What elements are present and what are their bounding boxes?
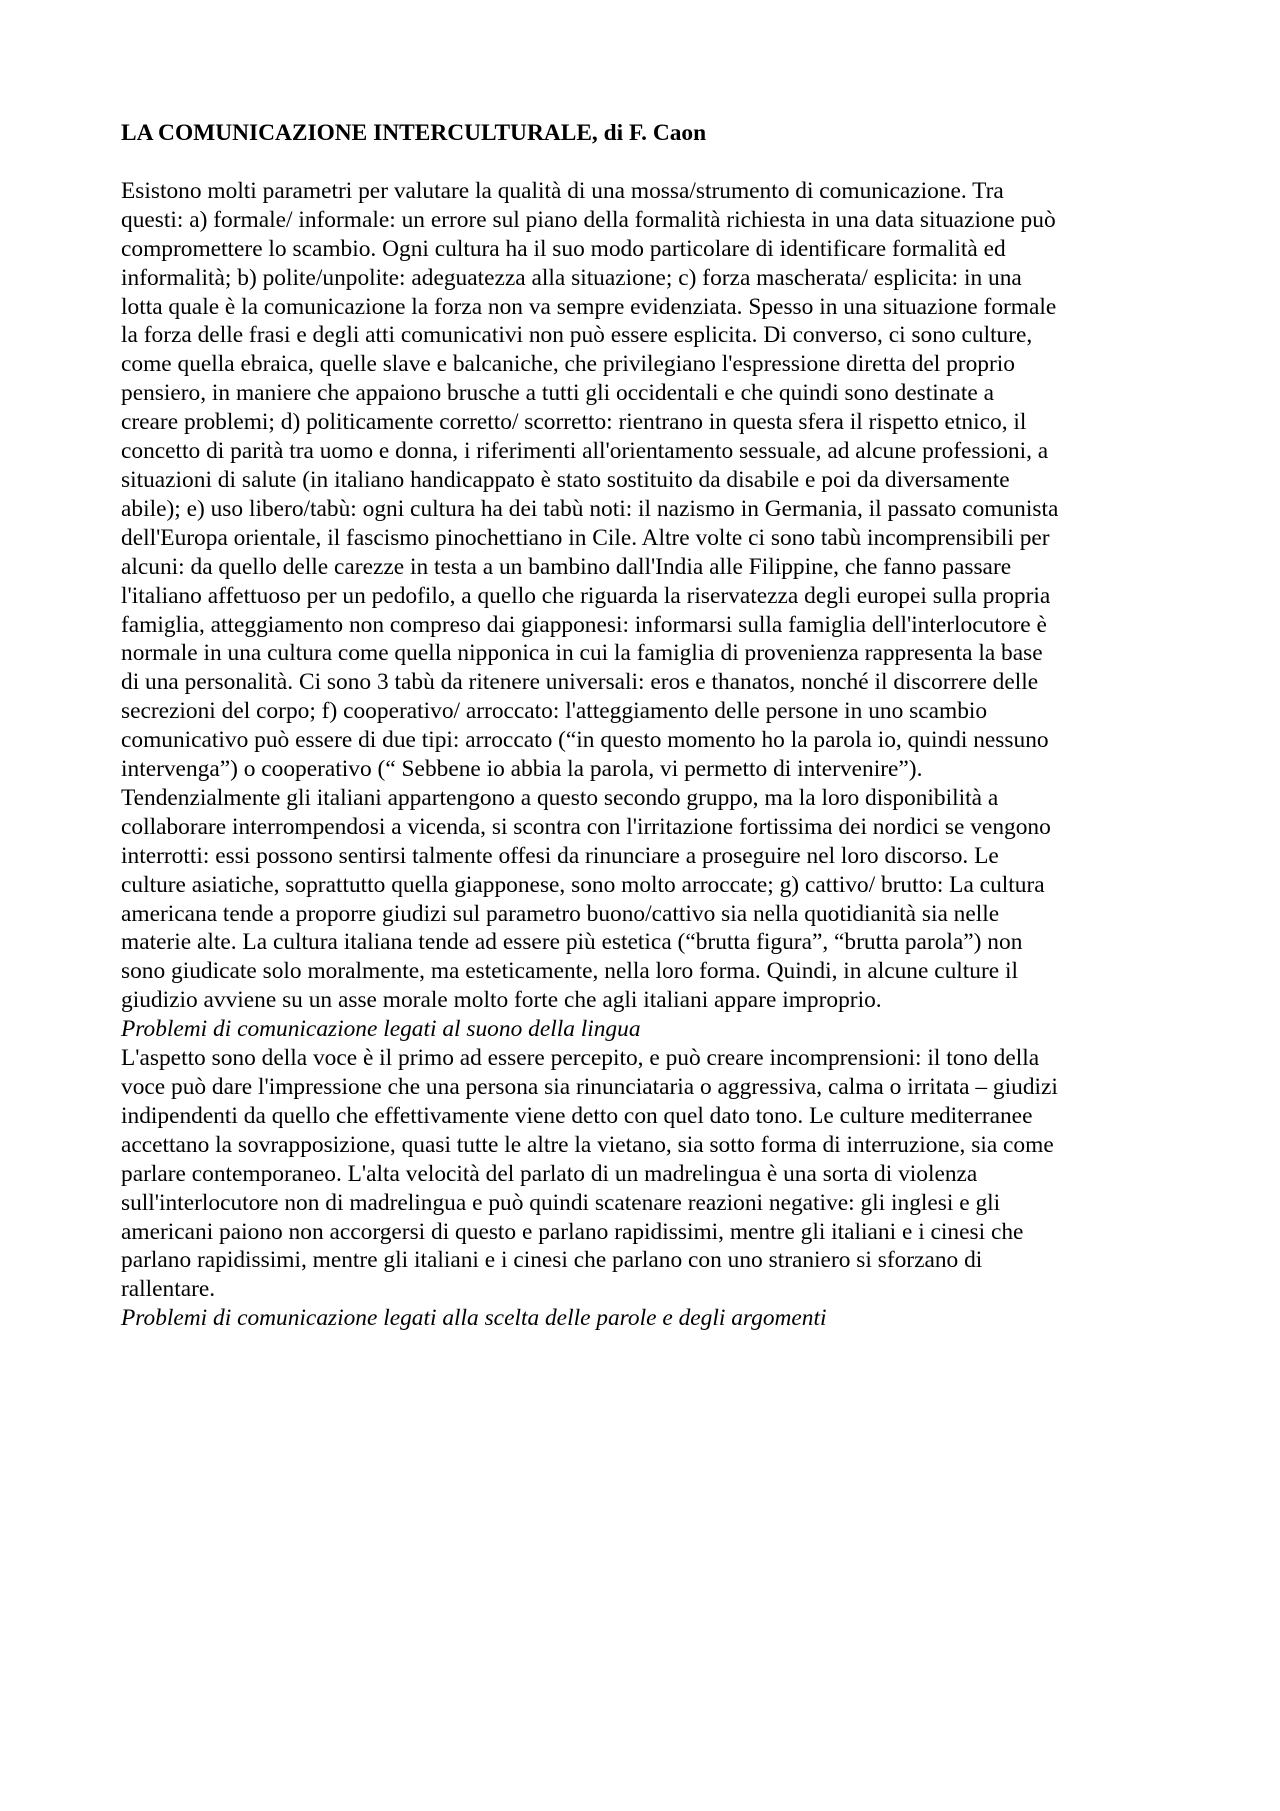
paragraph-sound: L'aspetto sono della voce è il primo ad essere percepito, e può creare incomprensioni: il tono della voce può dare l'impressione che una persona sia rinunciataria o aggressiva, calma o irritata – giudizi indipendenti da quello che effettivamente viene detto con quel dato tono. Le culture mediterranee accettano la sovrapposizione, quasi tutte le altre la vietano, sia sotto forma di interruzione, sia come parlare contemporaneo. L'alta velocità del parlato di un madrelingua è una sorta di violenza sull'interlocutore non di madrelingua e può quindi scatenare reazioni negative: gli inglesi e gli americani paiono non accorgersi di questo e parlano rapidissimi, mentre gli italiani e i cinesi che parlano rapidissimi, mentre gli italiani e i cinesi che parlano con uno straniero si sforzano di rallentare. [121, 1045, 1058, 1303]
document-body [121, 119, 1171, 1333]
paragraph-parameters: Esistono molti parametri per valutare la qualità di una mossa/strumento di comunicazione. Tra questi: a) formale/ informale: un errore sul piano della formalità richiesta in una data situazione può compromettere lo scambio. Ogni cultura ha il suo modo particolare di identificare formalità ed informalità; b) polite/unpolite: adeguatezza alla situazione; c) forza mascherata/ esplicita: in una lotta quale è la comunicazione la forza non va sempre evidenziata. Spesso in una situazione formale la forza delle frasi e degli atti comunicativi non può essere esplicita. Di converso, ci sono culture, come quella ebraica, quelle slave e balcaniche, che privilegiano l'espressione diretta del proprio pensiero, in maniere che appaiono brusche a tutti gli occidentali e che quindi sono destinate a creare problemi; d) politicamente corretto/ scorretto: rientrano in questa sfera il rispetto etnico, il concetto di parità tra uomo e donna, i riferimenti all'orientamento sessuale, ad alcune professioni, a situazioni di salute (in italiano handicappato è stato sostituito da disabile e poi da diversamente abile); e) uso libero/tabù: ogni cultura ha dei tabù noti: il nazismo in Germania, il passato comunista dell'Europa orientale, il fascismo pinochettiano in Cile. Altre volte ci sono tabù incomprensibili per alcuni: da quello delle carezze in testa a un bambino dall'India alle Filippine, che fanno passare l'italiano affettuoso per un pedofilo, a quello che riguarda la riservatezza degli europei sulla propria famiglia, atteggiamento non compreso dai giapponesi: informarsi sulla famiglia dell'interlocutore è normale in una cultura come quella nipponica in cui la famiglia di provenienza rappresenta la base di una personalità. Ci sono 3 tabù da ritenere universali: eros e thanatos, nonché il discorrere delle secrezioni del corpo; f) cooperativo/ arroccato: l'atteggiamento delle persone in uno scambio comunicativo può essere di due tipi: arroccato (“in questo momento ho la parola io, quindi nessuno intervenga”) o cooperativo (“ Sebbene io abbia la parola, vi permetto di intervenire”). Tendenzialmente gli italiani appartengono a questo secondo gruppo, ma la loro disponibilità a collaborare interrompendosi a vicenda, si scontra con l'irritazione fortissima dei nordici se vengono interrotti: essi possono sentirsi talmente offesi da rinunciare a proseguire nel loro discorso. Le culture asiatiche, soprattutto quella giapponese, sono molto arroccate; g) cattivo/ brutto: La cultura americana tende a proporre giudizi sul parametro buono/cattivo sia nella quotidianità sia nelle materie alte. La cultura italiana tende ad essere più estetica (“brutta figura”, “brutta parola”) non sono giudicate solo moralmente, ma esteticamente, nella loro forma. Quindi, in alcune culture il giudizio avviene su un asse morale molto forte che agli italiani appare improprio. [121, 177, 1059, 1014]
document-title: LA COMUNICAZIONE INTERCULTURALE, di F. Caon [121, 120, 707, 146]
subheading-words: Problemi di comunicazione legati alla scelta delle parole e degli argomenti [121, 1305, 827, 1332]
subheading-sound: Problemi di comunicazione legati al suono della lingua [121, 1016, 641, 1043]
